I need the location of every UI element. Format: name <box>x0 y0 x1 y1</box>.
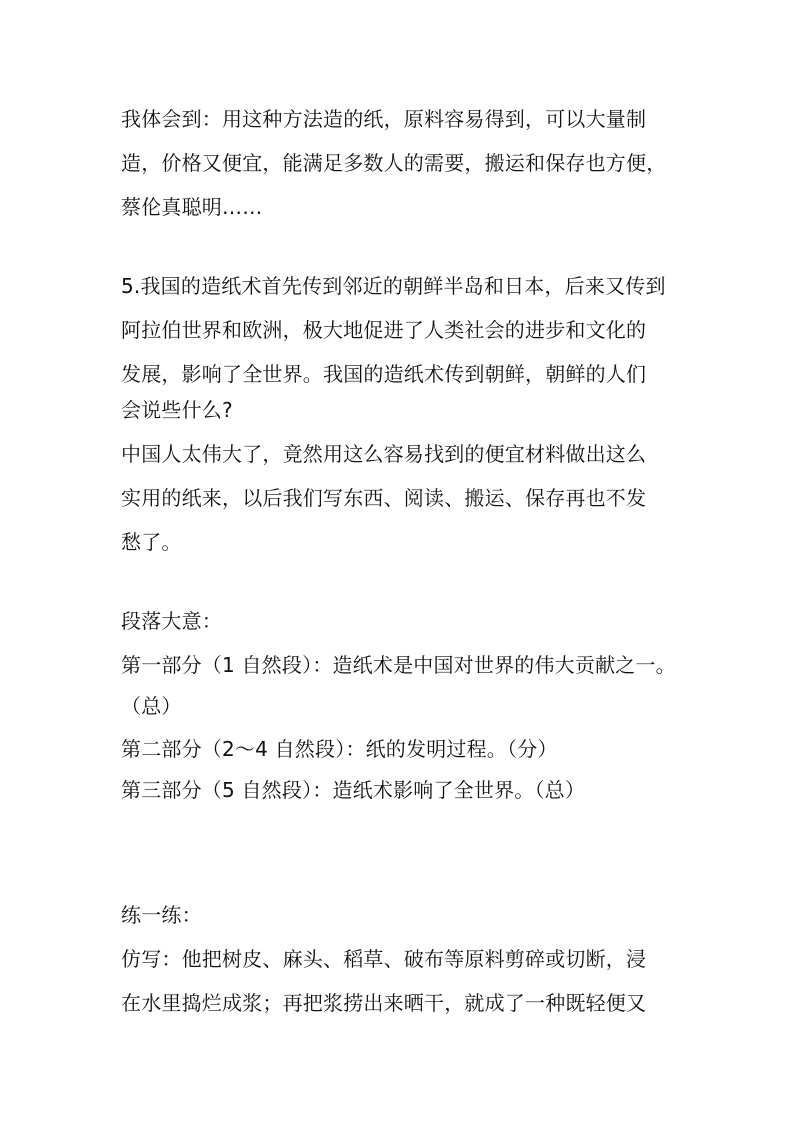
paragraph1-line-2: 造，价格又便宜，能满足多数人的需要，搬运和保存也方便， <box>121 151 667 175</box>
answer5-line-1: 中国人太伟大了，竟然用这么容易找到的便宜材料做出这么 <box>121 442 647 466</box>
practice-heading: 练一练： <box>121 903 202 927</box>
question5-line-3: 发展，影响了全世界。我国的造纸术传到朝鲜，朝鲜的人们 <box>121 362 647 386</box>
practice-line-2: 在水里捣烂成浆；再把浆捞出来晒干，就成了一种既轻便又 <box>121 991 647 1015</box>
answer5-line-3: 愁了。 <box>121 530 182 554</box>
question5-line-4: 会说些什么? <box>121 398 233 422</box>
summary-part1-cont: （总） <box>121 694 182 718</box>
answer5-line-2: 实用的纸来，以后我们写东西、阅读、搬运、保存再也不发 <box>121 486 647 510</box>
summary-part1: 第一部分（1 自然段）：造纸术是中国对世界的伟大贡献之一。 <box>121 653 676 677</box>
question5-line-2: 阿拉伯世界和欧洲，极大地促进了人类社会的进步和文化的 <box>121 318 647 342</box>
practice-line-1: 仿写：他把树皮、麻头、稻草、破布等原料剪碎或切断，浸 <box>121 947 647 971</box>
paragraph1-line-3: 蔡伦真聪明…… <box>121 195 263 219</box>
summary-heading: 段落大意： <box>121 609 222 633</box>
summary-part2: 第二部分（2～4 自然段）：纸的发明过程。（分） <box>121 737 558 761</box>
question5-line-1: 5.我国的造纸术首先传到邻近的朝鲜半岛和日本，后来又传到 <box>121 274 666 298</box>
paragraph1-line-1: 我体会到：用这种方法造的纸，原料容易得到，可以大量制 <box>121 107 647 131</box>
summary-part3: 第三部分（5 自然段）：造纸术影响了全世界。（总） <box>121 778 586 802</box>
